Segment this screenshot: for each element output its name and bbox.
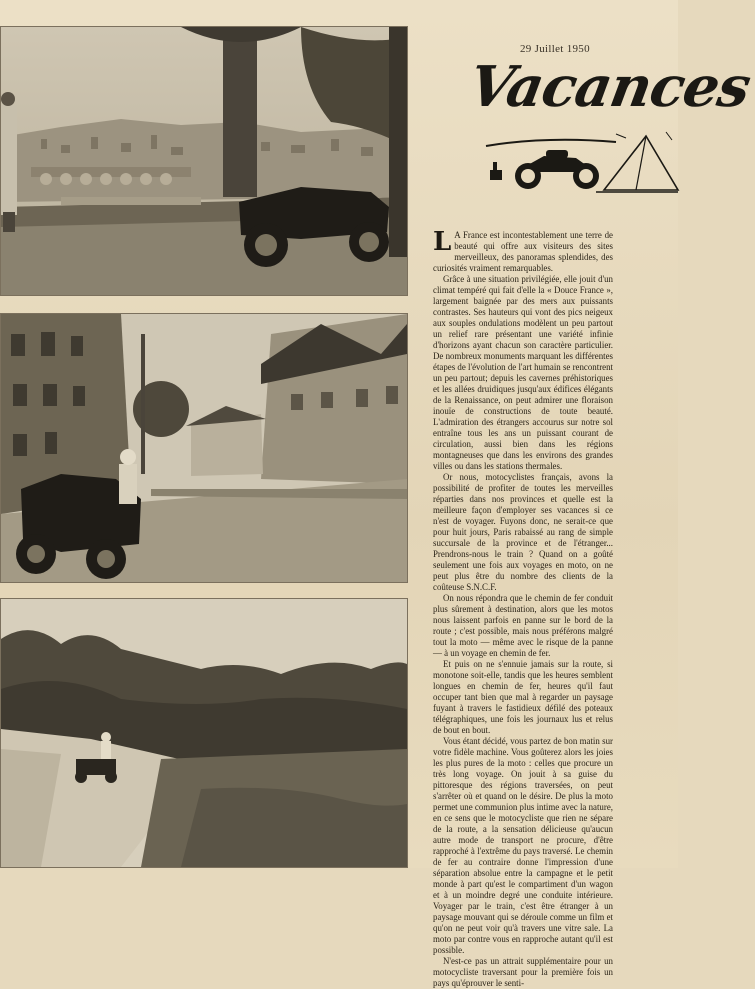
article-paragraph-text: A France est incontestablement une terre de beauté qui offre aux visiteurs des sites merveilleux, des panoramas splendides, des curiosités vraiment remarquables. — [433, 230, 613, 273]
photo-town-overlook-image — [1, 27, 407, 295]
photo-river-road-image — [1, 599, 407, 867]
article-paragraph: Grâce à une situation privilégiée, elle jouit d'un climat tempéré qui fait d'elle la « Douce France », largement baignée par des mers aux puissants contrastes. Ses hauteurs qui vont des pics neigeux aux souples ondulations modèlent un peu partout un relief rare présentant une variété infinie d'horizons ayant chacun son caractère particulier. De nombreux monuments marquant les différentes étapes de l'évolution de l'art humain se rencontrent un peu partout; depuis les cavernes préhistoriques et les allées druidiques jusqu'aux édifices élégants de la Renaissance, on peut admirer une floraison inouïe de constructions de toute beauté. L'admiration des étrangers accourus sur notre sol entraîne tous les ans un puissant courant de circulation, aussi bien dans les régions montagneuses que dans les environs des grandes villes ou dans les stations thermales. — [433, 274, 614, 471]
photo-town-overlook — [0, 26, 408, 296]
photo-village-street — [0, 313, 408, 583]
article-paragraph: Et puis on ne s'ennuie jamais sur la route, si monotone soit-elle, tandis que les heures semblent longues en chemin de fer, heures qu'il faut occuper tant bien que mal à regarder un paysage fuyant à travers le fastidieux défilé des poteaux télégraphiques, une fois les journaux lus et relus de bout en bout. — [433, 659, 613, 735]
article-paragraph: On nous répondra que le chemin de fer conduit plus sûrement à destination, alors que les motos nous laissent parfois en panne sur le bord de la route ; c'est possible, mais nous préférons malgré tout la moto — même avec le risque de la panne — à un voyage en chemin de fer. — [433, 593, 613, 658]
article-paragraph: Or nous, motocyclistes français, avons la possibilité de profiter de toutes les merveilles réparties dans nos provinces et quelle est la meilleure façon d'employer ses vacances si ce n'est de voyager. Fuyons donc, ne serait-ce que pour huit jours, Paris rabaissé au rang de simple succursale de la province et de l'étranger... Prendrons-nous le train ? Quand on a goûté seulement une fois aux voyages en moto, on ne peut plus être du nombre des clients de la coûteuse S.N.C.F. — [433, 472, 613, 592]
drop-cap: L — [433, 227, 452, 257]
photo-village-street-image — [1, 314, 407, 582]
article-paragraph — [433, 227, 613, 274]
article-paragraph: N'est-ce pas un attrait supplémentaire pour un motocycliste traversant pour la première fois un pays qu'éprouver le senti- — [433, 956, 613, 988]
article-paragraph: Vous étant décidé, vous partez de bon matin sur votre fidèle machine. Vous goûterez alors les joies les plus pures de la moto : celles que procure un très long voyage. On jouit à sa guise du pittoresque des régions traversées, on peut s'arrêter où et quand on le désire. De plus la moto permet une communion plus intime avec la nature, en ce sens que le motocycliste que rien ne sépare de la route, a la sensation délicieuse qu'aucun autre mode de transport ne procure, d'être rapproché à l'extrême du pays traversé. Le chemin de fer au contraire donne l'impression d'une séparation absolue entre la campagne et le petit monde à part qu'est le compartiment d'un wagon et à un moindre degré une conduite intérieure. Voyager par le train, c'est être étranger à un paysage mouvant qui se déroule comme un film et qu'on ne peut voir qu'à travers une vitre sale. La moto par contre vous en rapproche autant qu'il est possible. — [433, 736, 613, 955]
motorcycle-tent-drawing — [486, 128, 678, 200]
page-title: Vacances — [464, 54, 755, 120]
photo-river-road — [0, 598, 408, 868]
issue-date: 29 Juillet 1950 — [520, 43, 590, 55]
article-body — [433, 227, 614, 988]
